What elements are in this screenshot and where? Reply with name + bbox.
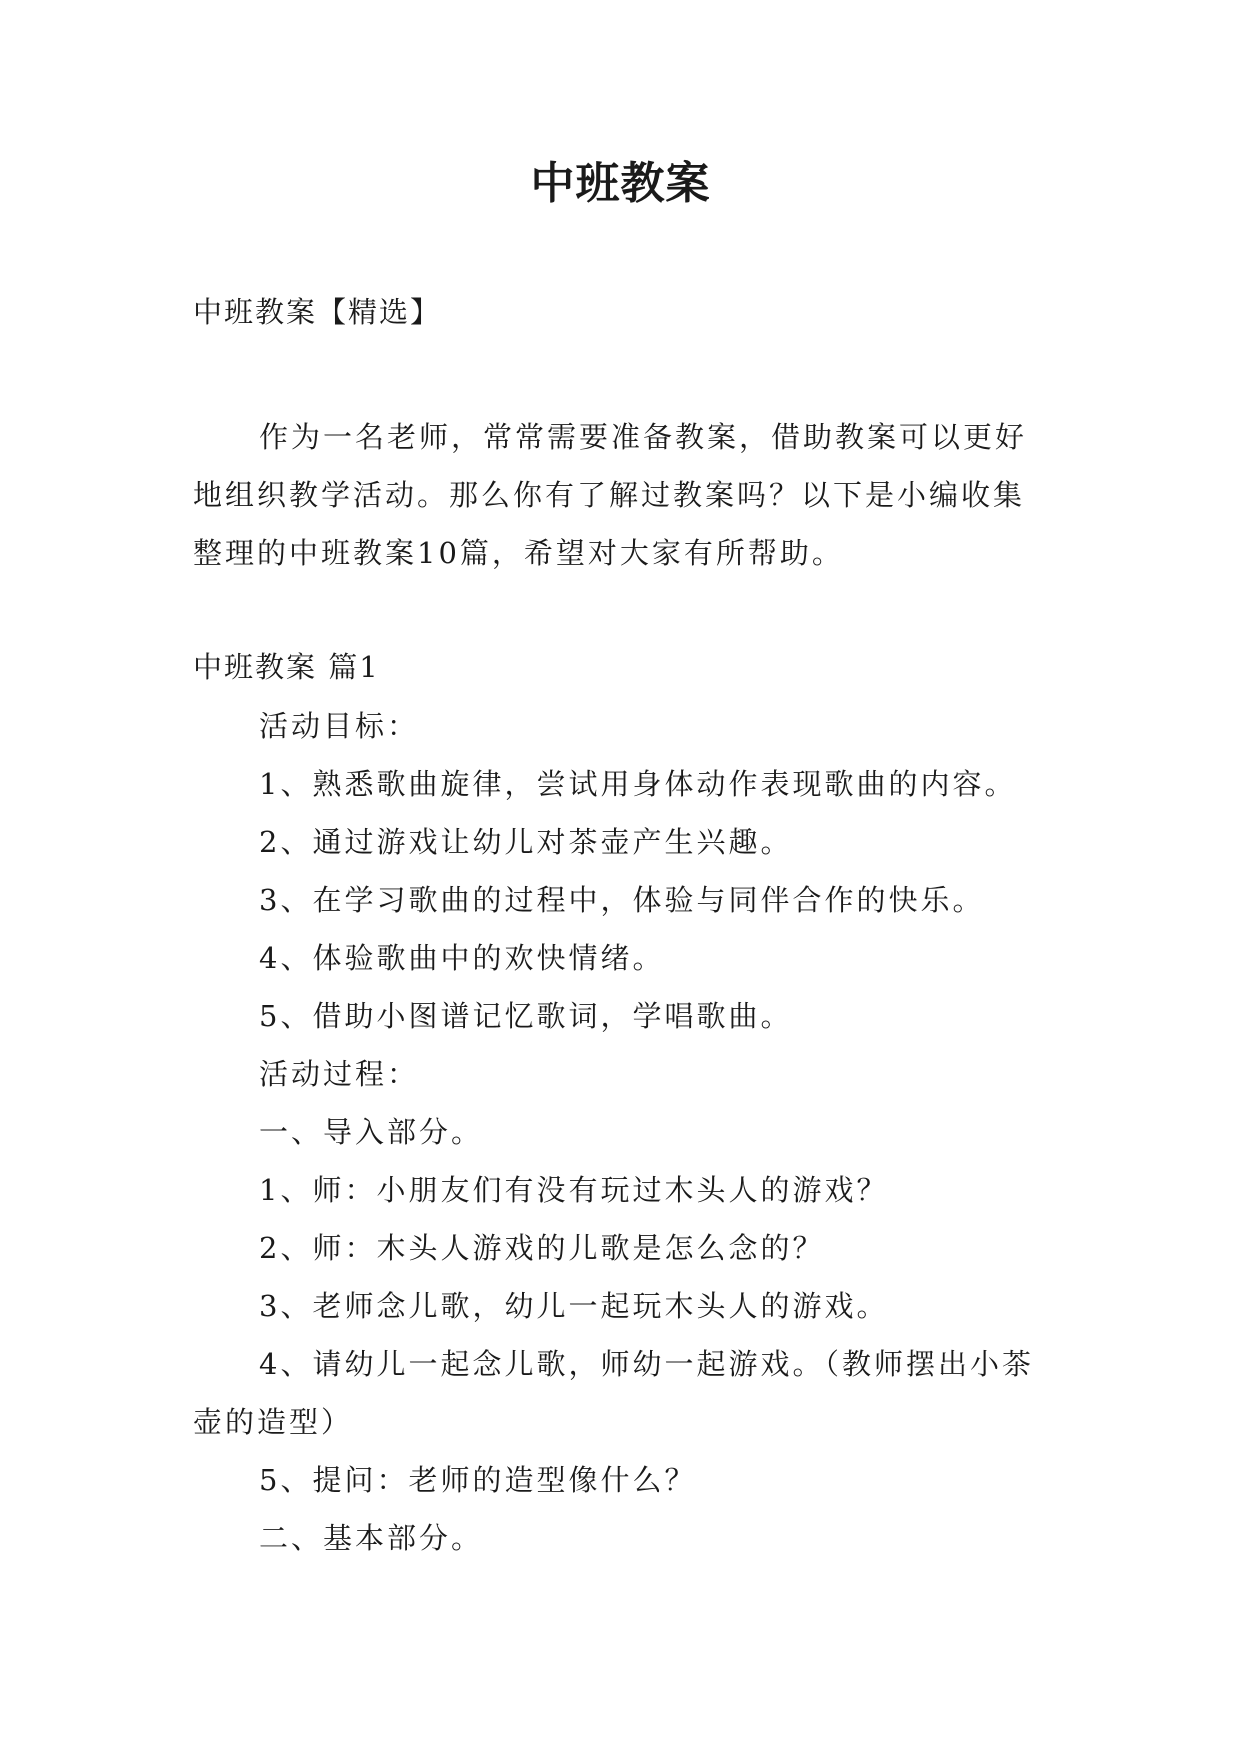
body-line: 4、请幼儿一起念儿歌，师幼一起游戏。（教师摆出小茶壶的造型） <box>193 1347 1034 1439</box>
document-title: 中班教案 <box>530 158 711 209</box>
document-subtitle: 中班教案【精选】 <box>193 295 442 329</box>
body-line: 3、在学习歌曲的过程中，体验与同伴合作的快乐。 <box>259 883 985 917</box>
body-line: 1、熟悉歌曲旋律，尝试用身体动作表现歌曲的内容。 <box>259 767 1017 801</box>
lesson-body <box>193 697 1055 1567</box>
body-line: 活动过程： <box>259 1057 420 1091</box>
body-line: 4、体验歌曲中的欢快情绪。 <box>259 941 665 975</box>
body-line: 1、师：小朋友们有没有玩过木头人的游戏？ <box>259 1173 889 1207</box>
body-line: 活动目标： <box>259 709 420 743</box>
body-line: 3、老师念儿歌，幼儿一起玩木头人的游戏。 <box>259 1289 889 1323</box>
body-line: 一、导入部分。 <box>259 1115 484 1149</box>
body-line: 5、借助小图谱记忆歌词，学唱歌曲。 <box>259 999 793 1033</box>
intro-paragraph: 作为一名老师，常常需要准备教案，借助教案可以更好地组织教学活动。那么你有了解过教案吗？以下是小编收集整理的中班教案10篇，希望对大家有所帮助。 <box>193 420 1028 570</box>
body-line: 2、通过游戏让幼儿对茶壶产生兴趣。 <box>259 825 793 859</box>
body-line: 2、师：木头人游戏的儿歌是怎么念的？ <box>259 1231 825 1265</box>
section-title: 中班教案 篇1 <box>193 650 380 684</box>
body-line: 二、基本部分。 <box>259 1521 484 1555</box>
body-line: 5、提问：老师的造型像什么？ <box>259 1463 697 1497</box>
